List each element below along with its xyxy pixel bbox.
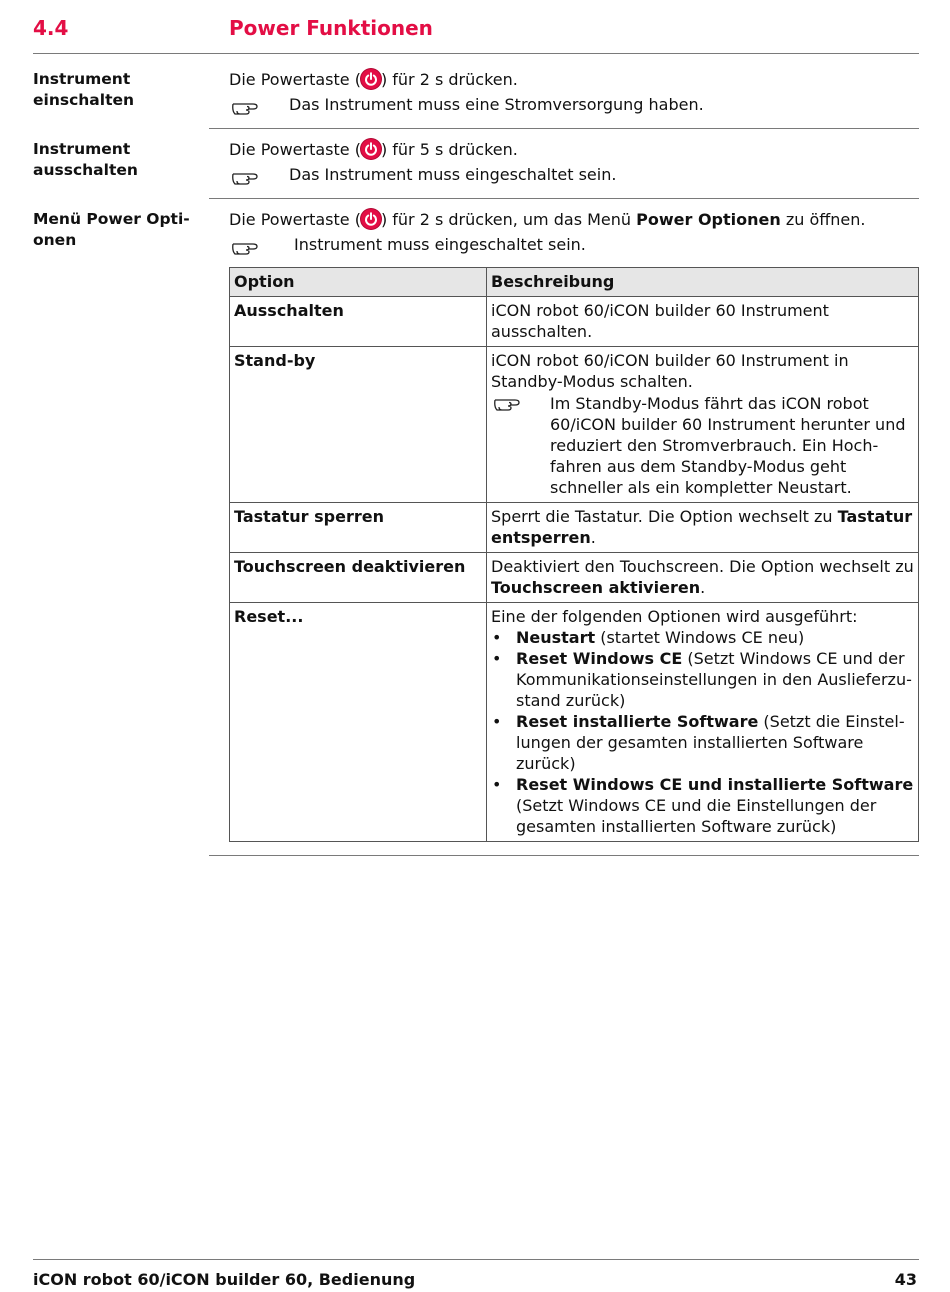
- side-label-einschalten: Instrument einschalten: [33, 70, 135, 109]
- option-reset: Reset...: [230, 603, 487, 842]
- instruction-einschalten: Die Powertaste ( ) für 2 s drücken.: [229, 70, 518, 89]
- section-end-divider: [209, 855, 919, 856]
- power-button-icon: [361, 209, 381, 229]
- section-title: Power Funktionen: [229, 16, 433, 40]
- description-stand-by: iCON robot 60/iCON builder 60 Instrument in Standby-Modus schalten. Im Standby-Modus fährt das iCON robot 60/iCON builder 60 Instrument herunter und reduziert den Stromverbrauch. Ein Hoch- fahren aus dem Standby-Modus geht schneller als ein kompletter Neustart.: [487, 347, 919, 503]
- side-label-ausschalten: Instrument ausschalten: [33, 140, 138, 179]
- description-tastatur-sperren: Sperrt die Tastatur. Die Option wechselt zu Tastatur entsperren.: [487, 503, 919, 553]
- note-power-optionen: Instrument muss eingeschaltet sein.: [294, 235, 586, 254]
- option-ausschalten: Ausschalten: [230, 297, 487, 347]
- side-label-power-optionen: Menü Power Opti- onen: [33, 210, 190, 249]
- table-row: [230, 297, 919, 347]
- power-button-icon: [361, 69, 381, 89]
- heading-divider: [33, 53, 919, 54]
- page-number: 43: [894, 1270, 917, 1289]
- list-item: • Reset Windows CE (Setzt Windows CE und der Kommunikationseinstellungen in den Auslieferzu- stand zurück): [492, 649, 912, 710]
- instruction-ausschalten: Die Powertaste ( ) für 5 s drücken.: [229, 140, 518, 159]
- pointing-hand-icon: [493, 393, 527, 413]
- table-row: [230, 603, 919, 842]
- table-header-row: [230, 268, 919, 297]
- reset-option-list: [491, 627, 914, 837]
- option-touchscreen-deaktivieren: Touchscreen deaktivieren: [230, 553, 487, 603]
- row-divider: [209, 128, 919, 129]
- description-reset: Eine der folgenden Optionen wird ausgeführt: • Neustart (startet Windows CE neu) • Reset Windows CE (Setzt Windows CE und der Kommunikationseinstellungen in den Auslieferzu- stand zurück) • Reset installierte Software (Setzt die Einstel- lungen der gesamten installierten Software zurück) • Reset Windows CE und installierte Software (Setzt Windows CE und die Einstellungen der gesamten installierten Software zurück): [487, 603, 919, 842]
- note-ausschalten: Das Instrument muss eingeschaltet sein.: [289, 165, 617, 184]
- instruction-power-optionen: Die Powertaste ( ) für 2 s drücken, um das Menü Power Optionen zu öffnen.: [229, 210, 866, 229]
- power-button-icon: [361, 139, 381, 159]
- footer-title: iCON robot 60/iCON builder 60, Bedienung: [33, 1270, 416, 1289]
- list-item: • Reset installierte Software (Setzt die Einstel- lungen der gesamten installierten Software zurück): [492, 712, 905, 773]
- row-divider: [209, 198, 919, 199]
- footer-divider: [33, 1259, 919, 1260]
- standby-note: Im Standby-Modus fährt das iCON robot 60/iCON builder 60 Instrument herunter und reduziert den Stromverbrauch. Ein Hoch- fahren aus dem Standby-Modus geht schneller als ein kompletter Neustart.: [491, 393, 914, 498]
- description-touchscreen-deaktivieren: Deaktiviert den Touchscreen. Die Option wechselt zu Touchscreen aktivieren.: [487, 553, 919, 603]
- column-header-beschreibung: Beschreibung: [487, 268, 919, 297]
- description-ausschalten: iCON robot 60/iCON builder 60 Instrument ausschalten.: [487, 297, 919, 347]
- power-options-table: [229, 267, 919, 842]
- table-row: [230, 553, 919, 603]
- pointing-hand-icon: [231, 237, 265, 257]
- list-item: • Reset Windows CE und installierte Software (Setzt Windows CE und die Einstellungen der gesamten installierten Software zurück): [492, 775, 914, 836]
- list-item: • Neustart (startet Windows CE neu): [492, 628, 805, 647]
- section-number: 4.4: [33, 16, 69, 40]
- table-row: [230, 347, 919, 503]
- note-einschalten: Das Instrument muss eine Stromversorgung haben.: [289, 95, 704, 114]
- table-row: [230, 503, 919, 553]
- option-tastatur-sperren: Tastatur sperren: [230, 503, 487, 553]
- column-header-option: Option: [230, 268, 487, 297]
- pointing-hand-icon: [231, 97, 265, 117]
- option-stand-by: Stand-by: [230, 347, 487, 503]
- pointing-hand-icon: [231, 167, 265, 187]
